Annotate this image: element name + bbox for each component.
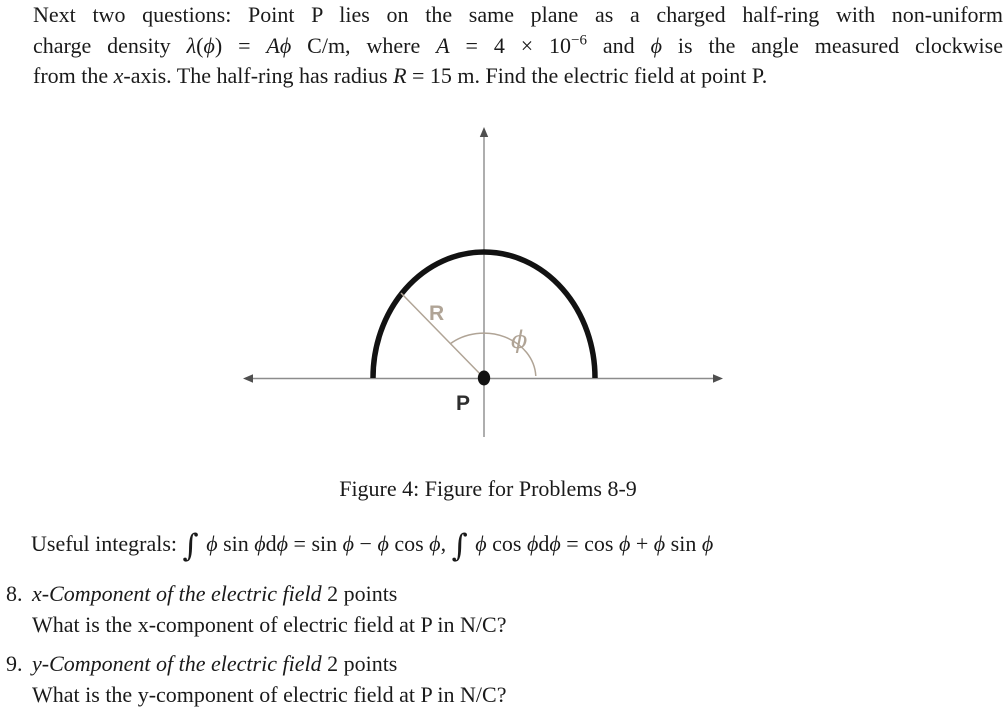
intro-line-3: from the x-axis. The half-ring has radius R = 15 m. Find the electric field at point P. bbox=[33, 63, 768, 88]
intro-line-2: charge density λ(ϕ) = Aϕ C/m, where $A = 4 \times 10^{-6}$ and ϕ is the angle measured clockwise bbox=[33, 32, 1003, 58]
intro-line-1: Next two questions: Point P lies on the same plane as a charged half-ring with non-uniform bbox=[33, 2, 1003, 27]
problem-8-title: x-Component of the electric field 2 points bbox=[32, 581, 398, 606]
x-axis-left-arrow-icon bbox=[243, 374, 253, 382]
angle-arc bbox=[450, 333, 536, 376]
intro-paragraph bbox=[33, 0, 1003, 92]
radius-line bbox=[401, 293, 484, 378]
point-p-dot bbox=[478, 371, 490, 386]
problem-8 bbox=[32, 579, 992, 640]
useful-integrals-line: Useful integrals: ∫ ϕ sin ϕdϕ = sin ϕ − ϕ cos ϕ, ∫ ϕ cos ϕdϕ = cos ϕ + ϕ sin ϕ bbox=[31, 528, 714, 564]
problem-9-question: What is the y-component of electric field at P in N/C? bbox=[32, 681, 507, 707]
x-axis-right-arrow-icon bbox=[713, 374, 723, 382]
charged-half-ring bbox=[373, 252, 595, 378]
point-label: P bbox=[456, 392, 471, 415]
half-ring-diagram bbox=[230, 112, 740, 452]
problem-8-question: What is the x-component of electric field at P in N/C? bbox=[32, 611, 507, 637]
angle-label: ϕ bbox=[511, 326, 528, 354]
problem-8-number: 8. bbox=[6, 581, 23, 606]
problem-9-number: 9. bbox=[6, 651, 23, 676]
y-axis-top-arrow-icon bbox=[480, 127, 488, 137]
radius-label: R bbox=[429, 302, 445, 325]
problem-9 bbox=[32, 649, 992, 710]
problem-9-title: y-Component of the electric field 2 points bbox=[32, 651, 398, 676]
figure-caption: Figure 4: Figure for Problems 8-9 bbox=[339, 476, 637, 501]
